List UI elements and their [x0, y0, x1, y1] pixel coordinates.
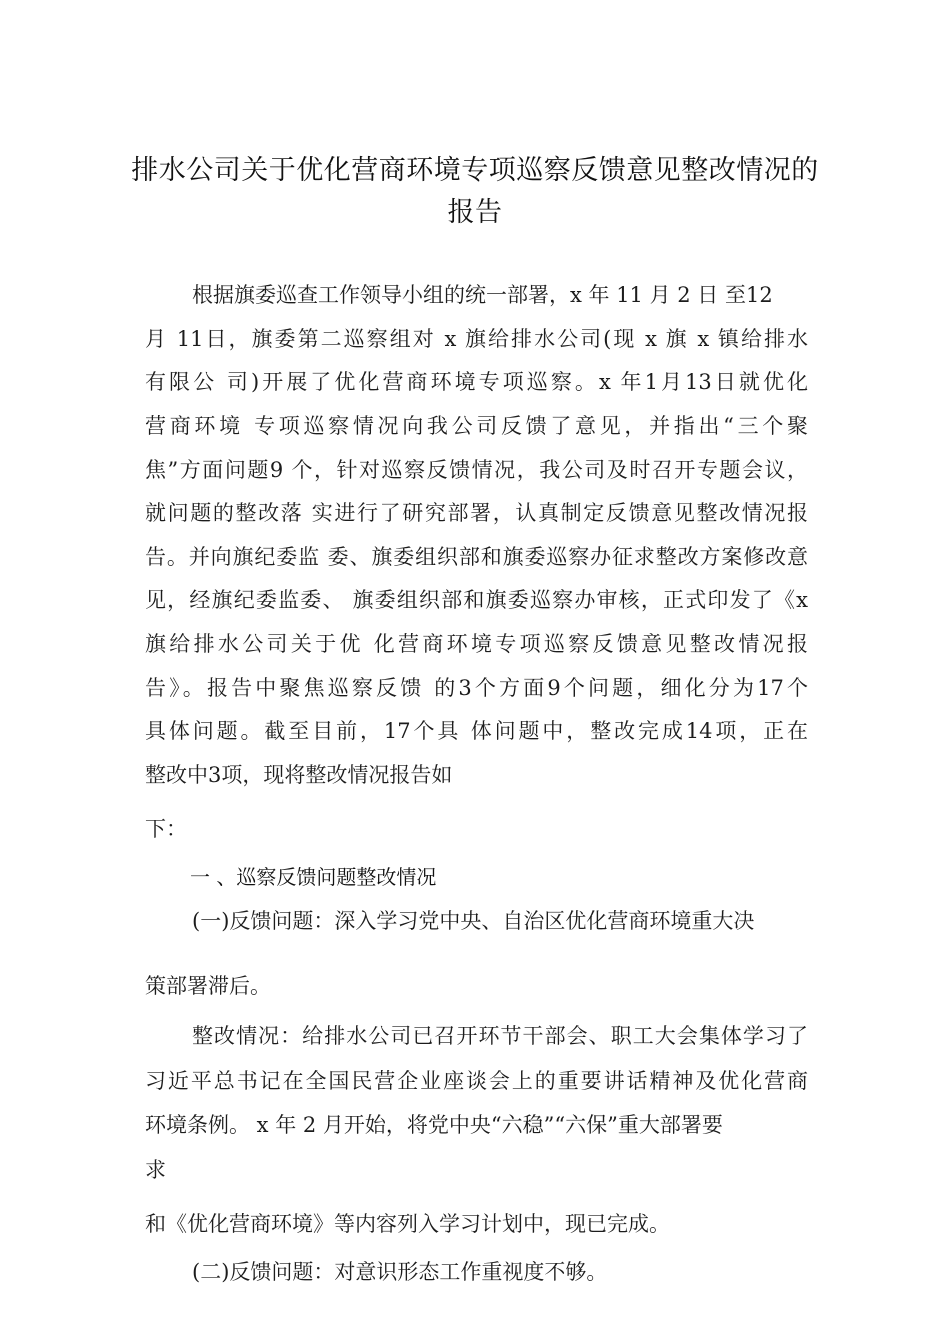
- document-title-line-2: 报告: [447, 197, 503, 228]
- intro-line: 见，经旗纪委监委、 旗委组织部和旗委巡察办审核，正式印发了《x: [145, 588, 808, 612]
- intro-line: 有限公 司)开展了优化营商环境专项巡察。x 年1月13日就优化: [145, 370, 808, 394]
- document-title-line-1: 排水公司关于优化营商环境专项巡察反馈意见整改情况的: [131, 155, 819, 186]
- intro-tail: 下：: [145, 817, 187, 841]
- rectification-1-line: 求: [145, 1158, 166, 1182]
- intro-line: 营商环境 专项巡察情况向我公司反馈了意见，并指出“三个聚: [145, 414, 808, 438]
- rectification-1-line: 环境条例。 x 年 2 月开始，将党中央“六稳”“六保”重大部署要: [145, 1113, 723, 1137]
- intro-line: 告》。报告中聚焦巡察反馈 的3个方面9个问题，细化分为17个: [145, 676, 808, 700]
- intro-line: 告。并向旗纪委监 委、旗委组织部和旗委巡察办征求整改方案修改意: [145, 545, 808, 569]
- intro-line: 就问题的整改落 实进行了研究部署，认真制定反馈意见整改情况报: [145, 501, 808, 525]
- intro-line: 根据旗委巡查工作领导小组的统一部署，x 年 11 月 2 日 至12: [192, 283, 773, 307]
- issue-1-line: 策部署滞后。: [145, 974, 271, 998]
- intro-line: 具体问题。截至目前，17个具 体问题中，整改完成14项，正在: [145, 719, 808, 743]
- rectification-1-line: 习近平总书记在全国民营企业座谈会上的重要讲话精神及优化营商: [145, 1069, 808, 1093]
- rectification-1-line: 整改情况：给排水公司已召开环节干部会、职工大会集体学习了: [192, 1024, 808, 1048]
- issue-2-line: (二)反馈问题：对意识形态工作重视度不够。: [192, 1260, 608, 1284]
- section-heading: 一 、巡察反馈问题整改情况: [190, 865, 437, 889]
- intro-line: 月 11日，旗委第二巡察组对 x 旗给排水公司(现 x 旗 x 镇给排水: [145, 327, 808, 351]
- intro-line: 焦”方面问题9 个，针对巡察反馈情况，我公司及时召开专题会议，: [145, 458, 808, 482]
- intro-line: 整改中3项，现将整改情况报告如: [145, 763, 453, 787]
- issue-1-line: (一)反馈问题：深入学习党中央、自治区优化营商环境重大决: [192, 909, 755, 933]
- intro-line: 旗给排水公司关于优 化营商环境专项巡察反馈意见整改情况报: [145, 632, 808, 656]
- rectification-1-tail: 和《优化营商环境》等内容列入学习计划中，现已完成。: [145, 1212, 670, 1236]
